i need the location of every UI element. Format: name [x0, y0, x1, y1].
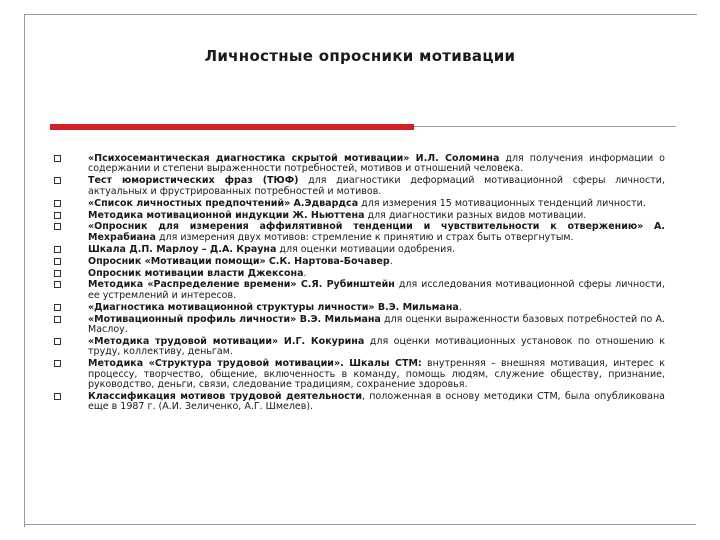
item-text: . [458, 301, 462, 313]
list-item [50, 257, 665, 267]
item-text: для измерения двух мотивов: стремление к принятию и страх быть отвергнутым. [155, 231, 574, 243]
item-bold-text: Классификация мотивов трудовой деятельности [88, 391, 363, 403]
hollow-square-bullet-icon [54, 338, 61, 345]
item-bold-text: Шкала Д.П. Марлоу – Д.А. Крауна [88, 243, 277, 255]
item-text: для измерения 15 мотивационных тенденций личности. [358, 197, 646, 209]
item-text: для оценки выраженности базовых потребностей по А. Маслоу. [88, 313, 665, 336]
hollow-square-bullet-icon [54, 281, 61, 288]
list-item [50, 280, 665, 301]
hollow-square-bullet-icon [54, 393, 61, 400]
list-item [50, 315, 665, 336]
list-item [50, 211, 665, 221]
item-text: для исследования мотивационной сферы личности, ее устремлений и интересов. [88, 279, 665, 301]
divider-line [414, 126, 676, 127]
item-bold-text: Опросник «Мотивации помощи» С.К. Нартова-Бочавер [88, 255, 390, 267]
hollow-square-bullet-icon [54, 360, 61, 367]
slide-frame-bottom-line [24, 524, 696, 525]
list-item [50, 337, 665, 358]
item-bold-text: Методика «Структура трудовой мотивации». Шкалы СТМ: [88, 358, 422, 370]
item-bold-text: «Опросник для измерения аффилятивной тенденции и чувствительности к отвержению» А. Мехрабиана [88, 221, 665, 243]
item-bold-text: Методика мотивационной индукции Ж. Ньюттена [88, 209, 365, 221]
list-item [50, 199, 665, 209]
item-text: для получения информации о содержании и степени выраженности потребностей, мотивов и отношений человека. [88, 153, 665, 175]
list-item [50, 359, 665, 390]
hollow-square-bullet-icon [54, 246, 61, 253]
item-bold-text: «Психосемантическая диагностика скрытой мотивации» И.Л. Соломина [88, 153, 500, 164]
list-item [50, 269, 665, 279]
hollow-square-bullet-icon [54, 155, 61, 162]
item-bold-text: «Методика трудовой мотивации» И.Г. Кокурина [88, 336, 365, 347]
item-text: , положенная в основу методики СТМ, была опубликована еще в 1987 г. (А.И. Зеличенко, А.Г. Шмелев). [88, 391, 665, 413]
list-item [50, 222, 665, 243]
hollow-square-bullet-icon [54, 270, 61, 277]
questionnaire-list [50, 154, 665, 414]
item-bold-text: Тест юмористических фраз (ТЮФ) [88, 175, 299, 187]
hollow-square-bullet-icon [54, 200, 61, 207]
item-text: для оценки мотивации одобрения. [276, 243, 456, 255]
page-title: Личностные опросники мотивации [204, 47, 516, 65]
list-item [50, 176, 665, 197]
item-text: . [389, 255, 393, 267]
item-bold-text: «Список личностных предпочтений» А.Эдвардса [88, 197, 359, 209]
item-bold-text: Опросник мотивации власти Джексона [88, 267, 304, 279]
hollow-square-bullet-icon [54, 258, 61, 265]
item-text: для оценки мотивационных установок по отношению к труду, коллективу, деньгам. [88, 336, 665, 358]
list-item [50, 154, 665, 175]
item-bold-text: Методика «Распределение времени» С.Я. Рубинштейн [88, 279, 395, 291]
list-item [50, 245, 665, 255]
hollow-square-bullet-icon [54, 304, 61, 311]
accent-bar [50, 124, 414, 130]
item-bold-text: «Диагностика мотивационной структуры личности» В.Э. Мильмана [88, 301, 459, 313]
list-item [50, 392, 665, 413]
hollow-square-bullet-icon [54, 316, 61, 323]
list-item [50, 303, 665, 313]
hollow-square-bullet-icon [54, 223, 61, 230]
hollow-square-bullet-icon [54, 212, 61, 219]
item-text: внутренняя – внешняя мотивация, интерес к процессу, творчество, общение, включенность в команду, помощь людям, служение обществу, признание, руководство, деньги, связи, следование традициям, сохранение здоровья. [88, 358, 665, 391]
item-text: . [303, 267, 307, 279]
hollow-square-bullet-icon [54, 177, 61, 184]
item-text: для диагностики деформаций мотивационной сферы личности, актуальных и фрустрированных потребностей и мотивов. [88, 175, 665, 197]
item-bold-text: «Мотивационный профиль личности» В.Э. Мильмана [88, 313, 381, 325]
item-text: для диагностики разных видов мотивации. [364, 209, 587, 221]
